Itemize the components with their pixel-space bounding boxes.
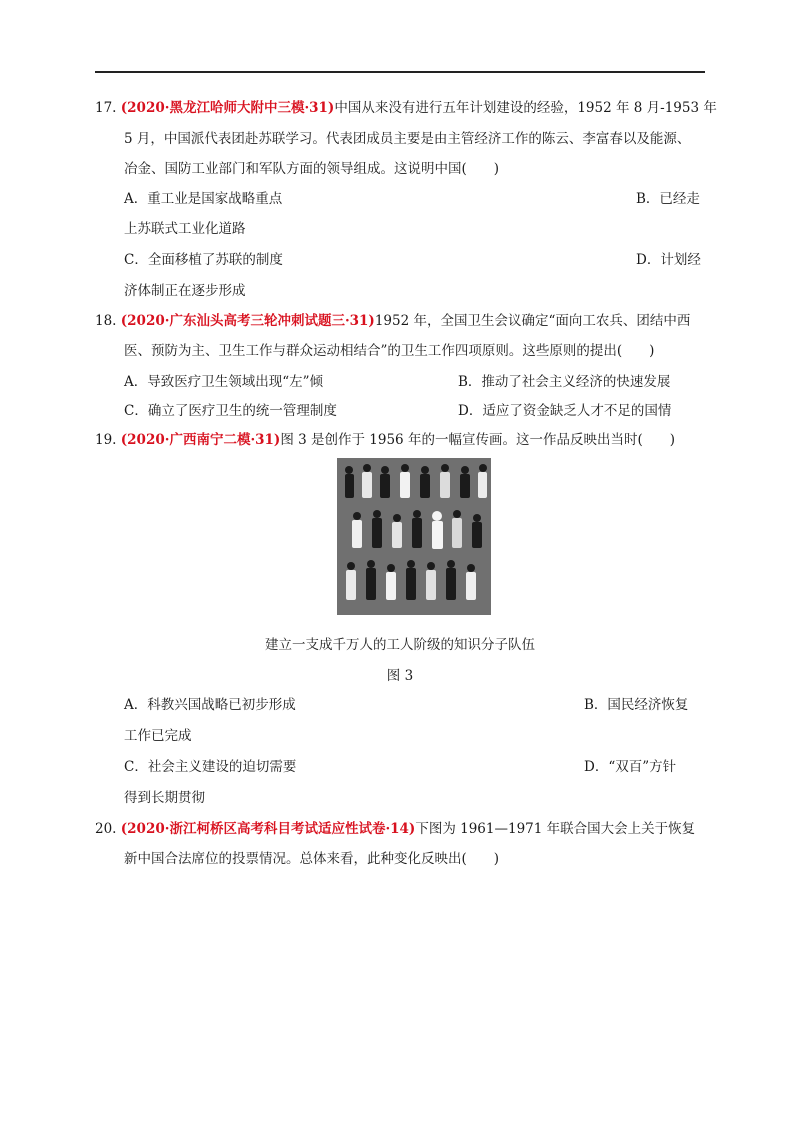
q19-stem-1: 图 3 是创作于 1956 年的一幅宣传画。这一作品反映出当时( ) — [280, 432, 675, 448]
q17-option-d: D．计划经 — [636, 252, 701, 268]
q18-option-d: D．适应了资金缺乏人才不足的国情 — [458, 403, 672, 419]
q18-option-b: B．推动了社会主义经济的快速发展 — [458, 374, 671, 390]
q19-option-d-cont: 得到长期贯彻 — [124, 790, 205, 806]
q19-number: 19. — [95, 432, 117, 448]
q17-source: (2020·黑龙江哈师大附中三模·31) — [120, 100, 335, 116]
q18-number: 18. — [95, 313, 117, 329]
figure-caption: 建立一支成千万人的工人阶级的知识分子队伍 — [265, 637, 535, 653]
q17-option-c: C．全面移植了苏联的制度 — [124, 252, 283, 268]
q18-stem-2: 医、预防为主、卫生工作与群众运动相结合”的卫生工作四项原则。这些原则的提出( ) — [124, 343, 655, 359]
q17-option-a: A．重工业是国家战略重点 — [124, 191, 283, 207]
q20-line-1 — [95, 819, 695, 839]
q17-option-b: B．已经走 — [636, 191, 700, 207]
q17-option-b-cont: 上苏联式工业化道路 — [124, 221, 246, 237]
q18-line-1 — [95, 311, 690, 331]
header-rule — [95, 71, 705, 73]
figure-label: 图 3 — [386, 668, 414, 684]
q17-stem-1: 中国从来没有进行五年计划建设的经验，1952 年 8 月-1953 年 — [334, 100, 717, 116]
q18-source: (2020·广东汕头高考三轮冲刺试题三·31) — [120, 313, 375, 329]
q17-line-1 — [95, 98, 717, 118]
q17-stem-3: 冶金、国防工业部门和军队方面的领导组成。这说明中国( ) — [124, 161, 500, 177]
q17-stem-2: 5 月，中国派代表团赴苏联学习。代表团成员主要是由主管经济工作的陈云、李富春以及能源、 — [124, 131, 691, 147]
q19-source: (2020·广西南宁二模·31) — [120, 432, 281, 448]
q20-source: (2020·浙江柯桥区高考科目考试适应性试卷·14) — [120, 821, 416, 837]
q19-line-1 — [95, 430, 675, 450]
q17-number: 17. — [95, 100, 117, 116]
q20-number: 20. — [95, 821, 117, 837]
q19-option-b-cont: 工作已完成 — [124, 728, 192, 744]
q19-option-d: D．“双百”方针 — [584, 759, 677, 775]
propaganda-poster-image — [337, 458, 491, 615]
poster-figures-illustration — [337, 458, 491, 615]
q17-option-d-cont: 济体制正在逐步形成 — [124, 283, 246, 299]
q18-option-a: A．导致医疗卫生领域出现“左”倾 — [124, 374, 324, 390]
q19-option-a: A．科教兴国战略已初步形成 — [124, 697, 296, 713]
q18-stem-1: 1952 年，全国卫生会议确定“面向工农兵、团结中西 — [374, 313, 691, 329]
q19-option-c: C．社会主义建设的迫切需要 — [124, 759, 297, 775]
q20-stem-1: 下图为 1961—1971 年联合国大会上关于恢复 — [415, 821, 696, 837]
q19-option-b: B．国民经济恢复 — [584, 697, 689, 713]
q20-stem-2: 新中国合法席位的投票情况。总体来看，此种变化反映出( ) — [124, 851, 500, 867]
q18-option-c: C．确立了医疗卫生的统一管理制度 — [124, 403, 337, 419]
